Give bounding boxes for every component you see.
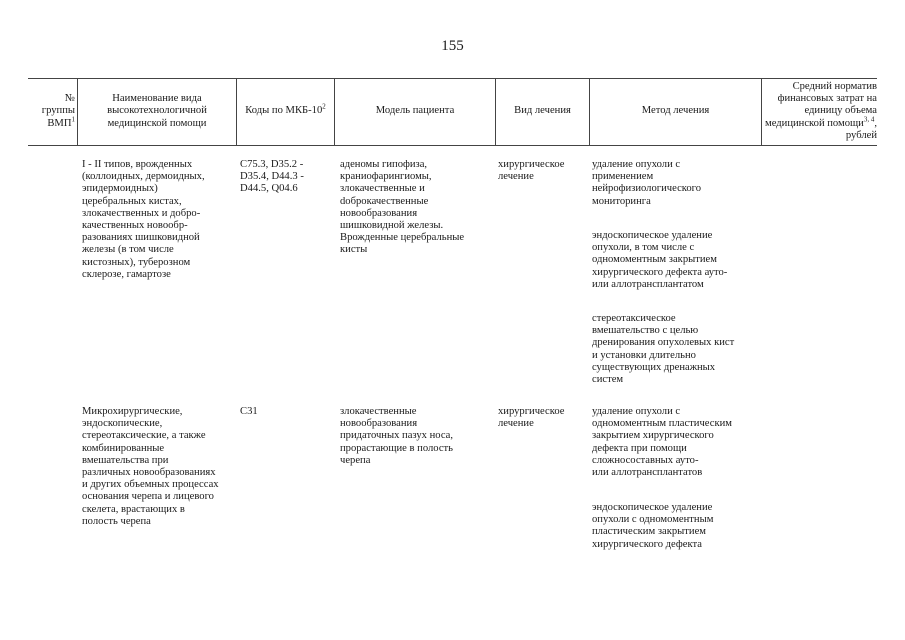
row-1-vmp-name: I - II типов, врожденных (коллоидных, дермоидных, эпидермоидных) церебральных кистах, злокачественных и добро- качественных новообр- разованиях шишковидной железы (в том числе кистозных), туберозном склерозе, гамартозе (82, 159, 205, 280)
header-cost-norm (762, 78, 877, 145)
row-2-patient-model: злокачественные новообразования придаточных пазух носа, прорастающие в полость черепа (340, 406, 454, 466)
header-bottom-border (28, 145, 877, 146)
header-group-number-footnote: 1 (71, 115, 75, 124)
header-vmp-name (80, 78, 234, 145)
header-cost-norm-text: Средний норматив финансовых затрат на единицу объема медицинской помощи (765, 80, 877, 129)
header-patient-model (335, 78, 495, 145)
header-patient-model-text: Модель пациента (375, 105, 455, 117)
row-1-patient-model: аденомы гипофиза, краниофарингиомы, злокачественные и dоброкачественные новообразования шишковидной железы. Врожденные церебральные кисты (340, 159, 465, 256)
header-group-number (28, 78, 77, 145)
row-2-method-2: эндоскопическое удаление опухоли с одномоментным пластическим закрытием хирургического дефекта (592, 502, 714, 550)
header-cost-norm-unit: , рублей (845, 117, 878, 141)
header-icd-codes (237, 78, 334, 145)
header-treatment-type-text: Вид лечения (514, 105, 571, 117)
row-2-icd-codes: C31 (240, 406, 258, 417)
row-2-method-1: удаление опухоли с одномоментным пластическим закрытием хирургического дефекта при помощи сложносоставных ауто- или аллотрансплантатов (592, 406, 732, 479)
header-treatment-method-text: Метод лечения (641, 105, 710, 117)
header-cost-norm-footnote: 3, 4 (863, 115, 875, 124)
column-divider (77, 78, 78, 145)
row-2-treatment-type: хирургическое лечение (498, 406, 565, 430)
header-group-number-text: № группы ВМП (41, 93, 75, 129)
row-1-method-1: удаление опухоли с применением нейрофизиологического мониторинга (592, 159, 702, 207)
header-treatment-type (496, 78, 589, 145)
row-1-treatment-type: хирургическое лечение (498, 159, 565, 183)
header-treatment-method (590, 78, 761, 145)
header-icd-codes-footnote: 2 (322, 102, 326, 111)
header-vmp-name-text: Наименование вида высокотехнологичной медицинской помощи (107, 93, 207, 129)
row-1-method-3: стереотаксическое вмешательство с целью дренирования опухолевых кист и установки длительно существующих дренажных систем (592, 313, 735, 386)
page-number: 155 (441, 38, 464, 54)
row-2-vmp-name: Микрохирургические, эндоскопические, стереотаксические, а также комбинированные вмешательства при различных новообразованиях и других объемных процессах основания черепа и лицевого скелета, врастающих в полость черепа (82, 406, 219, 527)
row-1-icd-codes: C75.3, D35.2 - D35.4, D44.3 - D44.5, Q04.6 (240, 159, 304, 195)
row-1-method-2: эндоскопическое удаление опухоли, в том числе с одномоментным закрытием хирургического дефекта ауто- или аллотрансплантатом (592, 230, 728, 290)
header-icd-codes-text: Коды по МКБ-10 (245, 105, 323, 117)
